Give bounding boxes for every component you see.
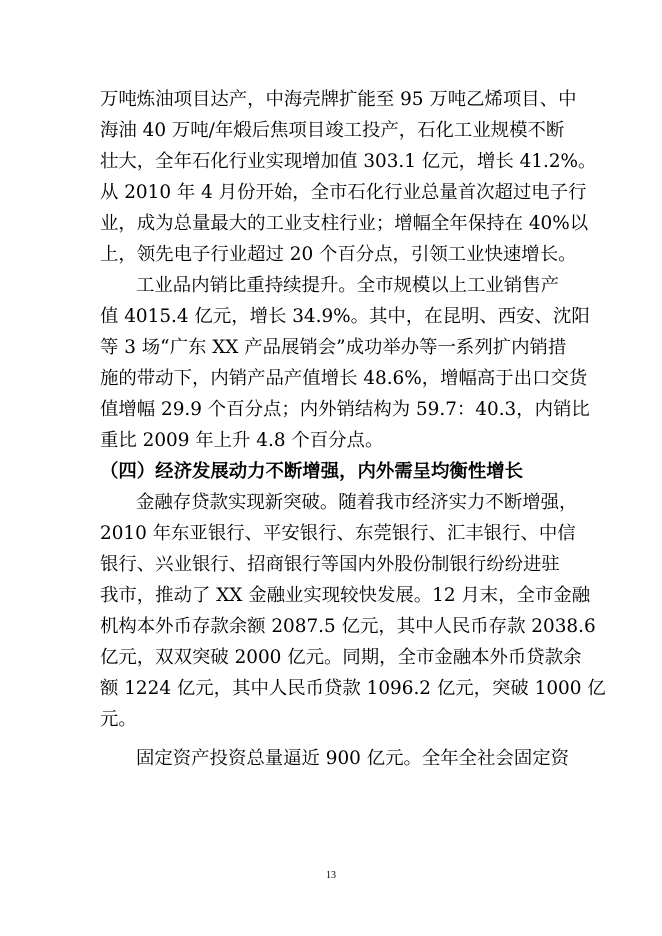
paragraph-1-line-5: 业，成为总量最大的工业支柱行业；增幅全年保持在 40%以 xyxy=(100,213,589,234)
paragraph-2-line-5: 值增幅 29.9 个百分点；内外销结构为 59.7：40.3，内销比 xyxy=(100,399,590,420)
paragraph-3-line-1: 金融存贷款实现新突破。随着我市经济实力不断增强， xyxy=(136,492,578,513)
paragraph-3-line-7: 额 1224 亿元，其中人民币贷款 1096.2 亿元，突破 1000 亿 xyxy=(100,678,606,699)
paragraph-2-line-2: 值 4015.4 亿元，增长 34.9%。其中，在昆明、西安、沈阳 xyxy=(100,306,590,327)
paragraph-2-line-4: 施的带动下，内销产品产值增长 48.6%，增幅高于出口交货 xyxy=(100,368,588,389)
paragraph-1-line-2: 海油 40 万吨/年煅后焦项目竣工投产，石化工业规模不断 xyxy=(100,120,565,141)
paragraph-4-line-1: 固定资产投资总量逼近 900 亿元。全年全社会固定资 xyxy=(136,748,569,769)
paragraph-1-line-4: 从 2010 年 4 月份开始，全市石化行业总量首次超过电子行 xyxy=(100,182,587,203)
paragraph-1-line-3: 壮大，全年石化行业实现增加值 303.1 亿元，增长 41.2%。 xyxy=(100,151,597,172)
paragraph-3-line-5: 机构本外币存款余额 2087.5 亿元，其中人民币存款 2038.6 xyxy=(100,616,596,637)
paragraph-1-line-6: 上，领先电子行业超过 20 个百分点，引领工业快速增长。 xyxy=(100,244,577,265)
paragraph-2-line-1: 工业品内销比重持续提升。全市规模以上工业销售产 xyxy=(136,275,559,296)
section-heading: （四）经济发展动力不断增强，内外需呈均衡性增长 xyxy=(100,461,523,482)
paragraph-3-line-6: 亿元，双双突破 2000 亿元。同期，全市金融本外币贷款余 xyxy=(100,647,582,668)
paragraph-3-line-4: 我市，推动了 XX 金融业实现较快发展。12 月末，全市金融 xyxy=(100,585,591,606)
paragraph-1-line-1: 万吨炼油项目达产，中海壳牌扩能至 95 万吨乙烯项目、中 xyxy=(100,89,577,110)
paragraph-3-line-2: 2010 年东亚银行、平安银行、东莞银行、汇丰银行、中信 xyxy=(100,523,576,544)
paragraph-2-line-3: 等 3 场“广东 XX 产品展销会”成功举办等一系列扩内销措 xyxy=(100,337,567,358)
paragraph-3-line-8: 元。 xyxy=(100,709,137,730)
paragraph-3-line-3: 银行、兴业银行、招商银行等国内外股份制银行纷纷进驻 xyxy=(100,554,560,575)
page-number: 13 xyxy=(326,870,336,881)
paragraph-2-line-6: 重比 2009 年上升 4.8 个百分点。 xyxy=(100,430,384,451)
